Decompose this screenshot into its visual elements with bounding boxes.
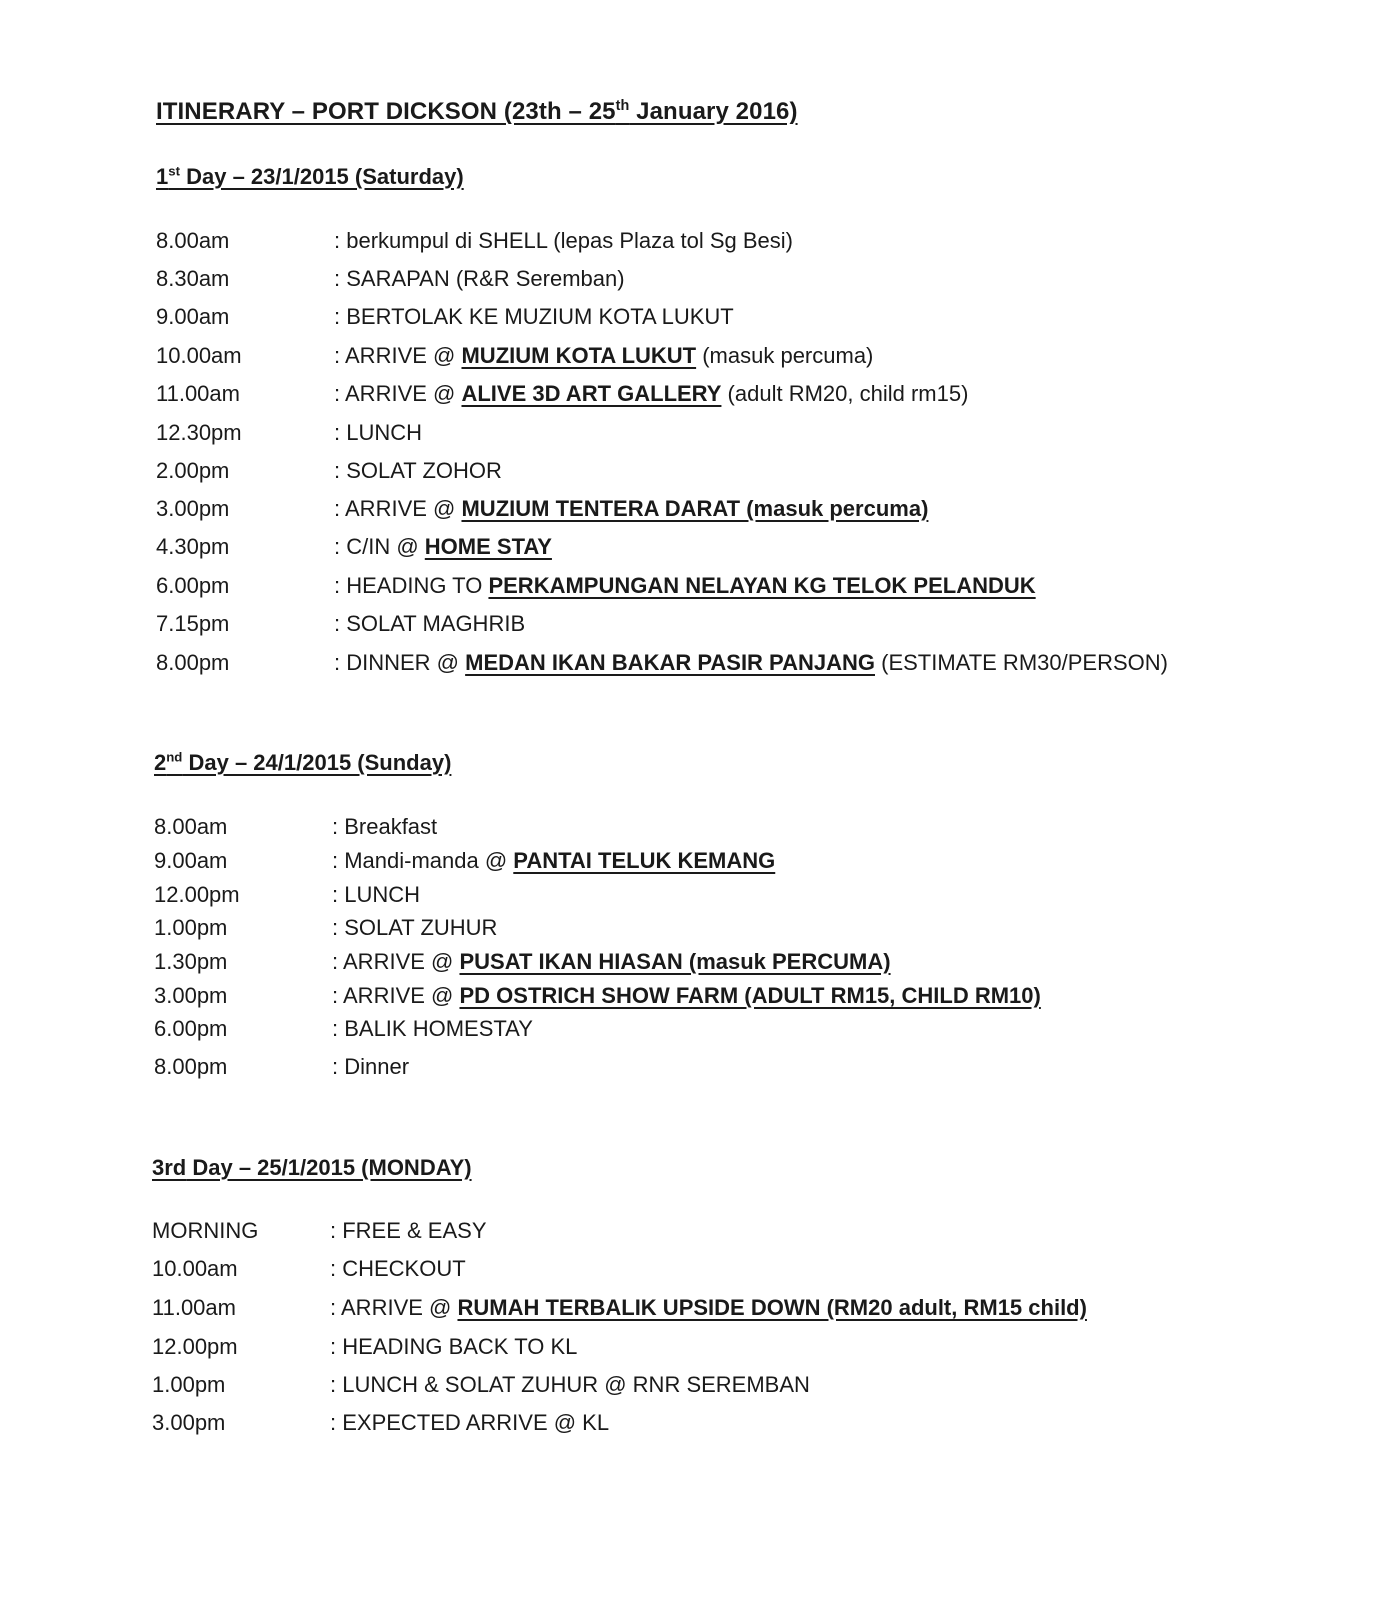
schedule-description: : ARRIVE @ ALIVE 3D ART GALLERY (adult RM20, child rm15) [334, 381, 969, 406]
schedule-description: : BALIK HOMESTAY [332, 1016, 533, 1041]
schedule-description: : FREE & EASY [330, 1218, 487, 1243]
schedule-time: 8.00pm [154, 1054, 228, 1079]
day-label: Day – 24/1/2015 (Sunday) [182, 750, 452, 775]
schedule-description: : DINNER @ MEDAN IKAN BAKAR PASIR PANJANG (ESTIMATE RM30/PERSON) [334, 650, 1168, 675]
schedule-time: 11.00am [156, 381, 240, 406]
schedule-time: 11.00am [152, 1295, 236, 1320]
schedule-time: 10.00am [156, 343, 242, 368]
schedule-description: : ARRIVE @ PD OSTRICH SHOW FARM (ADULT RM15, CHILD RM10) [332, 983, 1041, 1008]
day-ordinal-suffix: nd [166, 749, 183, 765]
schedule-time: 8.00am [154, 814, 228, 839]
day-ordinal-suffix: st [168, 163, 180, 179]
schedule-description: : SARAPAN (R&R Seremban) [334, 266, 625, 291]
schedule-time: 9.00am [154, 848, 228, 873]
schedule-description: : ARRIVE @ PUSAT IKAN HIASAN (masuk PERCUMA) [332, 949, 891, 974]
schedule-time: 6.00pm [154, 1016, 228, 1041]
schedule-description: : LUNCH [334, 420, 423, 445]
schedule-description: : LUNCH & SOLAT ZUHUR @ RNR SEREMBAN [330, 1372, 810, 1397]
schedule-description: : Mandi-manda @ PANTAI TELUK KEMANG [332, 848, 776, 873]
schedule-time: 3.00pm [154, 983, 228, 1008]
day-number: 3rd [152, 1155, 187, 1180]
schedule-description: : ARRIVE @ MUZIUM TENTERA DARAT (masuk percuma) [334, 496, 929, 521]
schedule-time: 7.15pm [156, 611, 230, 636]
schedule-time: 8.00am [156, 228, 230, 253]
schedule-time: 4.30pm [156, 534, 230, 559]
schedule-time: 3.00pm [152, 1410, 226, 1435]
day-label: Day – 25/1/2015 (MONDAY) [186, 1155, 472, 1180]
schedule-description: : C/IN @ HOME STAY [334, 534, 552, 559]
schedule-time: 2.00pm [156, 458, 230, 483]
schedule-time: 10.00am [152, 1256, 238, 1281]
schedule-time: 3.00pm [156, 496, 230, 521]
day-3-heading [152, 1155, 472, 1181]
schedule-description: : SOLAT MAGHRIB [334, 611, 526, 636]
schedule-time: 8.00pm [156, 650, 230, 675]
schedule-description: : SOLAT ZUHUR [332, 915, 498, 940]
schedule-time: 1.00pm [154, 915, 228, 940]
title-superscript: th [615, 98, 630, 114]
page-title [156, 98, 798, 126]
title-prefix: ITINERARY – PORT DICKSON (23th – 25 [156, 98, 616, 125]
schedule-time: 1.30pm [154, 949, 228, 974]
schedule-time: 6.00pm [156, 573, 230, 598]
schedule-description: : CHECKOUT [330, 1256, 466, 1281]
title-suffix: January 2016) [629, 98, 798, 125]
schedule-description: : BERTOLAK KE MUZIUM KOTA LUKUT [334, 304, 734, 329]
schedule-description: : LUNCH [332, 882, 421, 907]
schedule-description: : ARRIVE @ MUZIUM KOTA LUKUT (masuk percuma) [334, 343, 874, 368]
schedule-description: : ARRIVE @ RUMAH TERBALIK UPSIDE DOWN (RM20 adult, RM15 child) [330, 1295, 1087, 1320]
day-number: 2 [154, 750, 167, 775]
schedule-description: : Dinner [332, 1054, 410, 1079]
schedule-time: MORNING [152, 1218, 259, 1243]
day-number: 1 [156, 164, 169, 189]
schedule-description: : HEADING BACK TO KL [330, 1334, 578, 1359]
day-label: Day – 23/1/2015 (Saturday) [179, 164, 464, 189]
schedule-description: : SOLAT ZOHOR [334, 458, 502, 483]
schedule-description: : berkumpul di SHELL (lepas Plaza tol Sg Besi) [334, 228, 793, 253]
schedule-description: : EXPECTED ARRIVE @ KL [330, 1410, 610, 1435]
schedule-time: 1.00pm [152, 1372, 226, 1397]
schedule-description: : HEADING TO PERKAMPUNGAN NELAYAN KG TELOK PELANDUK [334, 573, 1036, 598]
schedule-time: 12.00pm [152, 1334, 238, 1359]
schedule-time: 12.30pm [156, 420, 242, 445]
day-2-heading [154, 750, 451, 776]
day-1-heading [156, 164, 464, 190]
schedule-time: 9.00am [156, 304, 230, 329]
schedule-time: 12.00pm [154, 882, 240, 907]
schedule-description: : Breakfast [332, 814, 438, 839]
schedule-time: 8.30am [156, 266, 230, 291]
